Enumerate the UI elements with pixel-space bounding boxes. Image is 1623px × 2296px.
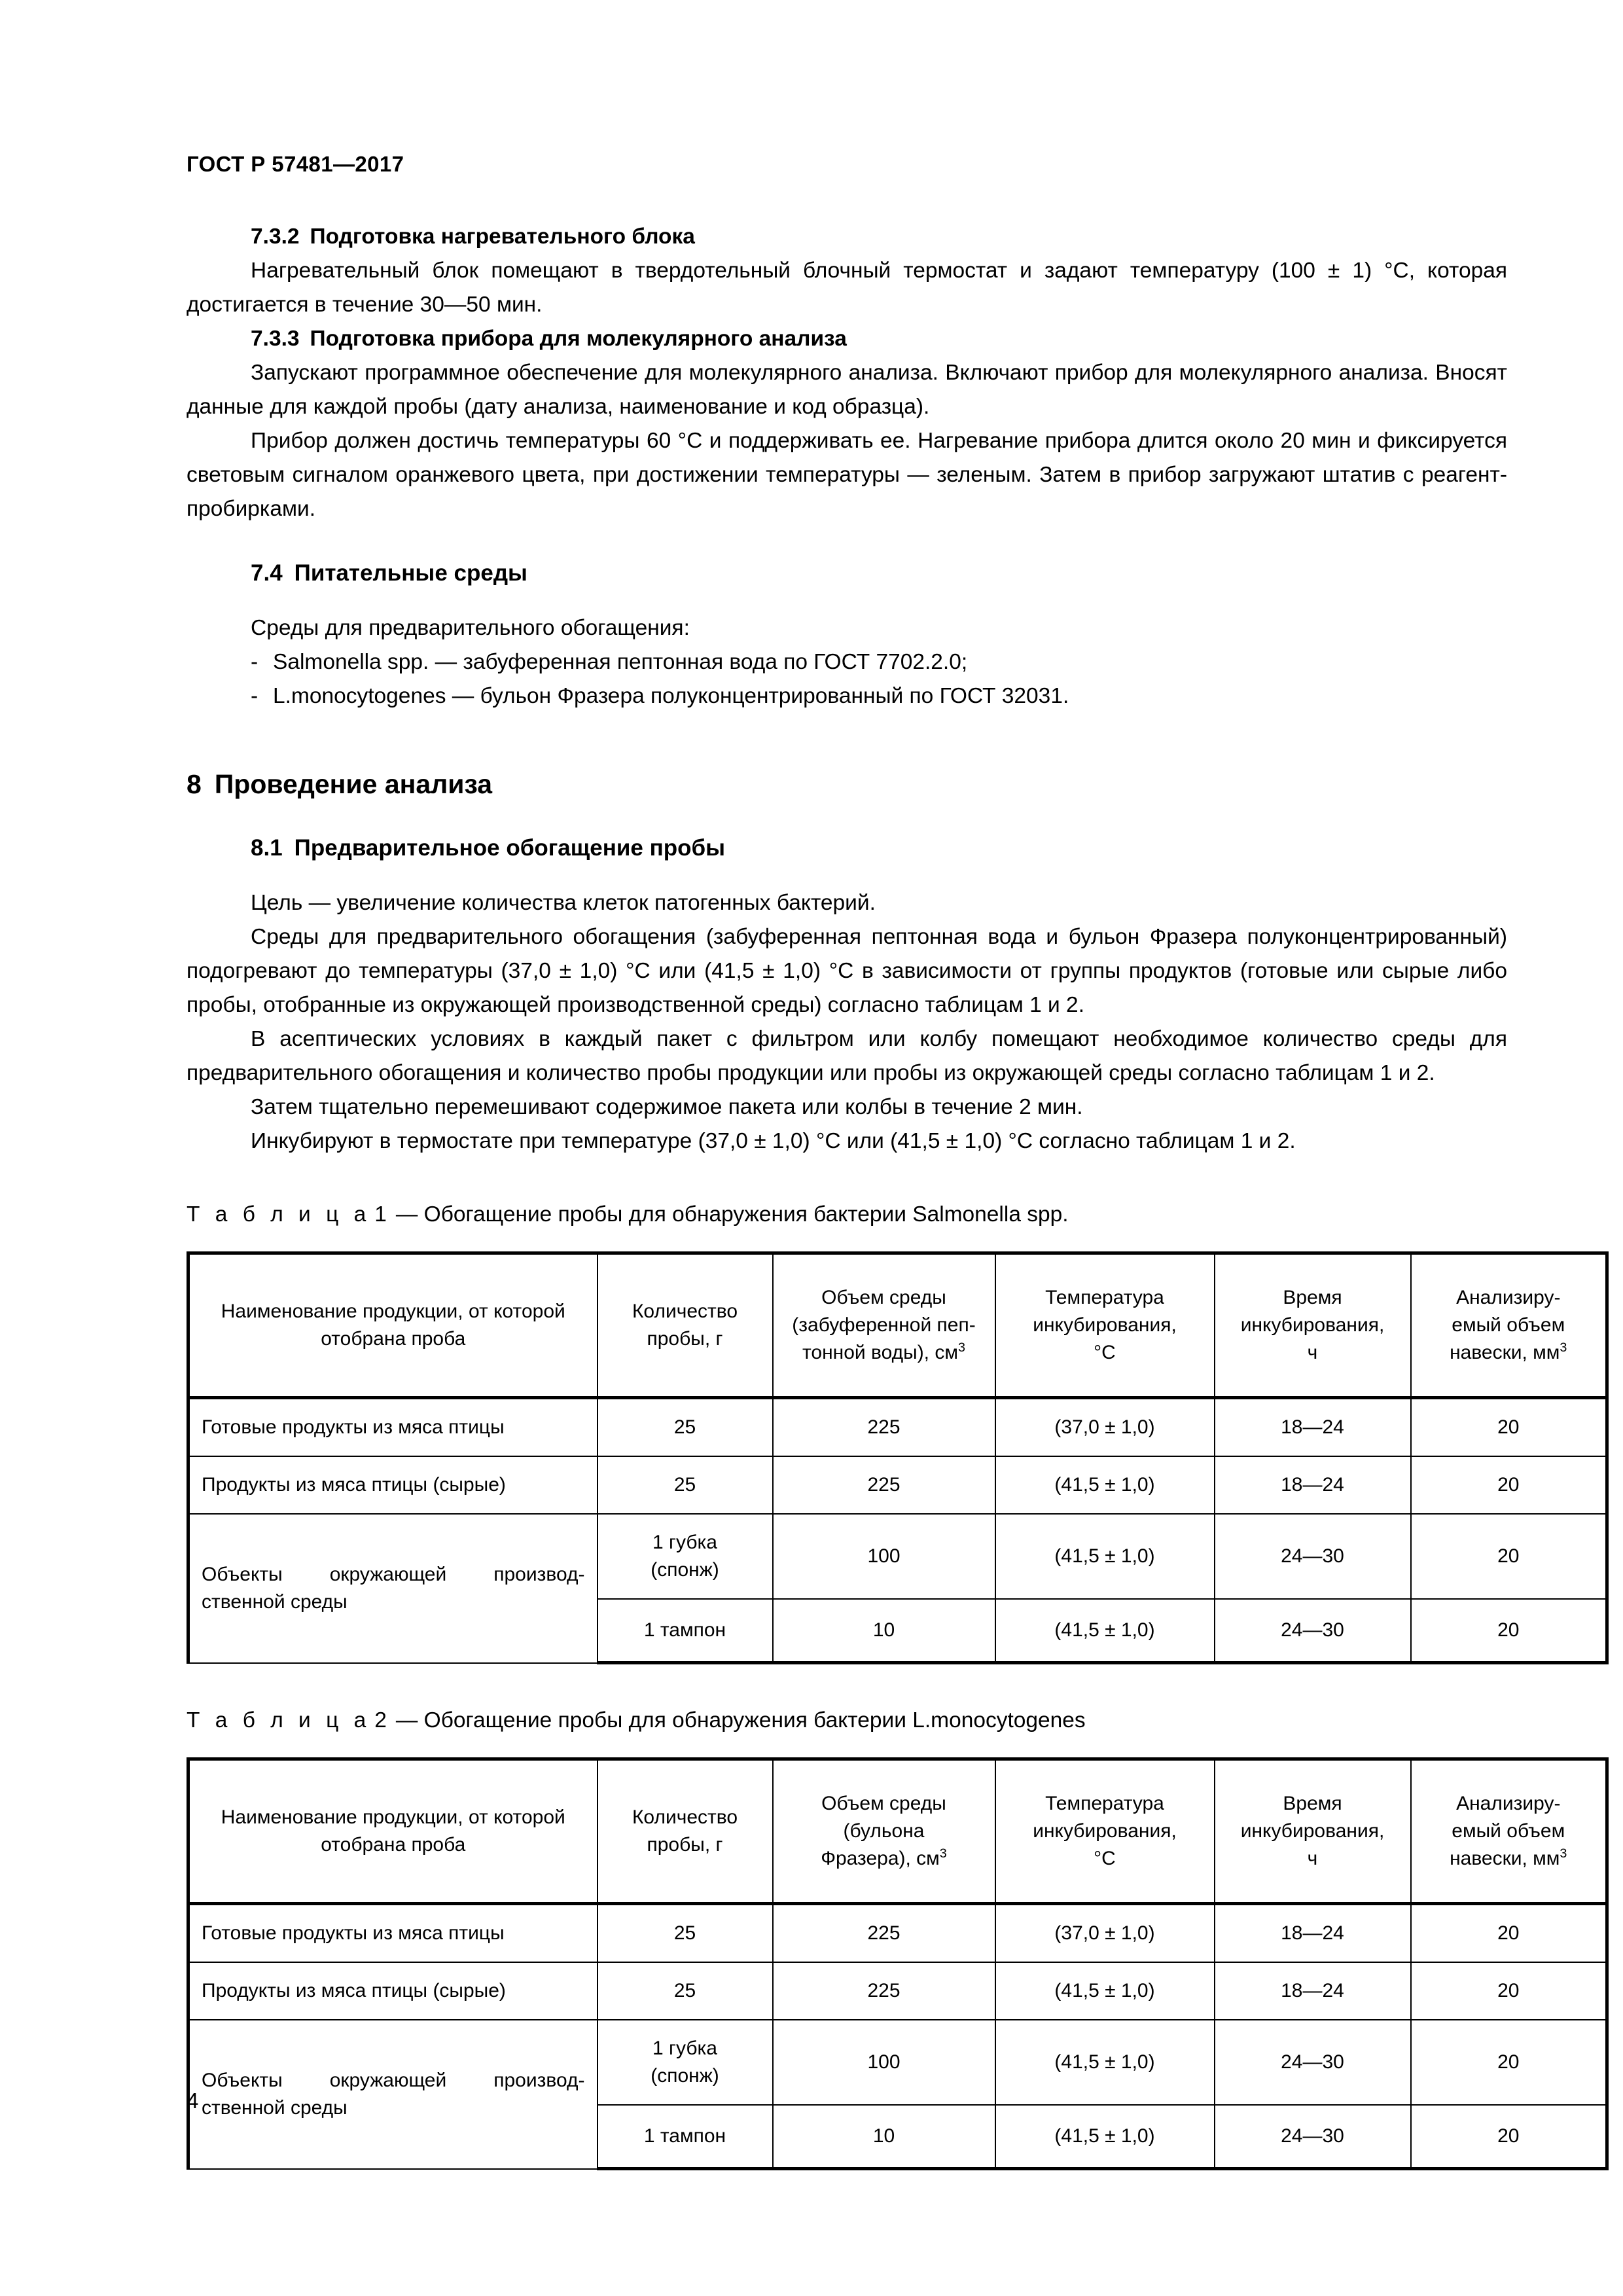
spacer — [187, 590, 1507, 611]
table-2-header-name: Наименование продукции, от которой отобрана проба — [188, 1759, 597, 1904]
paragraph-8-1-2: Среды для предварительного обогащения (забуференная пептонная вода и бульон Фразера полуконцентрированный) подогревают до температуры (37,0 ± 1,0) °С или (41,5 ± 1,0) °С в зависимости от группы продуктов (готовые или сырые либо пробы, отобранные из окружающей производственной среды) согласно таблицам 1 и 2. — [187, 925, 1507, 1017]
hdr-line: ч — [1307, 1342, 1318, 1363]
table-2-r2-name: Продукты из мяса птицы (сырые) — [188, 1962, 597, 2020]
table-1-caption — [187, 1199, 1507, 1230]
table-2-r4-time: 24—30 — [1215, 2105, 1411, 2169]
paragraph-7-3-3-2: Прибор должен достичь температуры 60 °С и поддерживать ее. Нагревание прибора длится около 20 мин и фиксируется световым сигналом оранжевого цвета, при достижении температуры — зеленым. Затем в прибор загружают штатив с реагент-пробирками. — [187, 429, 1507, 521]
table-2-caption-number: 2 — [374, 1708, 387, 1732]
table-2 — [187, 1757, 1609, 2170]
heading-7-3-2-title: Подготовка нагревательного блока — [310, 224, 695, 249]
spacer — [187, 801, 1507, 831]
table-row — [188, 1456, 1607, 1514]
table-1-header-name: Наименование продукции, от которой отобрана проба — [188, 1253, 597, 1398]
table-1-r2-time: 18—24 — [1215, 1456, 1411, 1514]
table-2-caption-label: Т а б л и ц а — [187, 1708, 371, 1732]
dash-bullet-icon: - — [251, 684, 259, 708]
hdr-superscript: 3 — [957, 1340, 965, 1355]
table-1-r1-quantity: 25 — [597, 1398, 773, 1457]
spacer — [187, 713, 1507, 767]
table-row — [188, 1904, 1607, 1963]
spacer — [187, 865, 1507, 886]
heading-7-3-3 — [187, 322, 1507, 356]
heading-8-1-title: Предварительное обогащение пробы — [294, 835, 726, 861]
table-2-r2-time: 18—24 — [1215, 1962, 1411, 2020]
table-1-r1-name: Готовые продукты из мяса птицы — [188, 1398, 597, 1457]
table-2-r1-time: 18—24 — [1215, 1904, 1411, 1963]
table-1-r3-temperature: (41,5 ± 1,0) — [995, 1514, 1215, 1599]
hdr-line: Анализиру- — [1456, 1793, 1561, 1814]
heading-8-number: 8 — [187, 769, 202, 799]
table-1-r4-analyzed: 20 — [1411, 1599, 1607, 1663]
table-1-r4-quantity: 1 тампон — [597, 1599, 773, 1663]
table-2-caption-text: — Обогащение пробы для обнаружения бактерии L.monocytogenes — [395, 1708, 1086, 1732]
list-item-listeria-text: L.monocytogenes — бульон Фразера полуконцентрированный по ГОСТ 32031. — [273, 684, 1069, 708]
table-2-r1-temperature: (37,0 ± 1,0) — [995, 1904, 1215, 1963]
table-1-caption-label: Т а б л и ц а — [187, 1202, 371, 1227]
table-1-r2-volume: 225 — [773, 1456, 995, 1514]
hdr-line: емый объем — [1452, 1820, 1565, 1842]
table-2-header-row — [188, 1759, 1607, 1904]
table-1-header-row — [188, 1253, 1607, 1398]
table-1-r3-name — [188, 1514, 597, 1663]
table-row — [188, 2020, 1607, 2105]
heading-7-3-3-number: 7.3.3 — [251, 327, 300, 351]
hdr-line: инкубирования, — [1240, 1820, 1385, 1842]
hdr-line: пробы, г — [647, 1328, 723, 1350]
hdr-line: °С — [1094, 1848, 1116, 1869]
paragraph-7-3-3-1: Запускают программное обеспечение для молекулярного анализа. Включают прибор для молекулярного анализа. Вносят данные для каждой пробы (дату анализа, наименование и код образца). — [187, 361, 1507, 419]
table-2-header-quantity — [597, 1759, 773, 1904]
table-2-r1-name: Готовые продукты из мяса птицы — [188, 1904, 597, 1963]
hdr-line: Фразера), см — [821, 1848, 940, 1869]
spacer — [187, 526, 1507, 556]
table-1-r1-analyzed: 20 — [1411, 1398, 1607, 1457]
hdr-line: Температура — [1045, 1287, 1164, 1308]
hdr-line: (бульона — [843, 1820, 925, 1842]
hdr-line: тонной воды), см — [802, 1342, 958, 1363]
heading-7-4-title: Питательные среды — [294, 560, 527, 586]
cell-line: ственной среды — [202, 1590, 348, 1613]
table-1-header-temperature — [995, 1253, 1215, 1398]
paragraph-8-1-1: Цель — увеличение количества клеток патогенных бактерий. — [251, 891, 876, 915]
hdr-line: Количество — [632, 1806, 738, 1828]
table-1-r1-temperature: (37,0 ± 1,0) — [995, 1398, 1215, 1457]
table-2-r3-volume: 100 — [773, 2020, 995, 2105]
table-1-header-quantity — [597, 1253, 773, 1398]
heading-8-1 — [187, 831, 1507, 865]
table-2-r2-quantity: 25 — [597, 1962, 773, 2020]
table-2-header-temperature — [995, 1759, 1215, 1904]
heading-8-title: Проведение анализа — [214, 769, 493, 799]
hdr-line: инкубирования, — [1033, 1314, 1177, 1336]
table-2-r1-analyzed: 20 — [1411, 1904, 1607, 1963]
hdr-superscript: 3 — [939, 1846, 947, 1861]
heading-7-3-2-number: 7.3.2 — [251, 224, 300, 249]
table-1-r2-temperature: (41,5 ± 1,0) — [995, 1456, 1215, 1514]
table-2-r4-analyzed: 20 — [1411, 2105, 1607, 2169]
table-1-header-analyzed — [1411, 1253, 1607, 1398]
spacer — [187, 1664, 1507, 1705]
table-2-header-time — [1215, 1759, 1411, 1904]
spacer — [187, 1736, 1507, 1757]
cell-line: Объекты окружающей производ- — [202, 2069, 585, 2091]
table-1-caption-number: 1 — [374, 1202, 387, 1227]
table-2-r3-temperature: (41,5 ± 1,0) — [995, 2020, 1215, 2105]
text-column — [187, 220, 1567, 2170]
table-1-r4-time: 24—30 — [1215, 1599, 1411, 1663]
cell-line: (спонж) — [651, 2065, 719, 2087]
hdr-line: навески, мм — [1450, 1342, 1560, 1363]
paragraph-8-1-3: В асептических условиях в каждый пакет с фильтром или колбу помещают необходимое количество среды для предварительного обогащения и количество пробы продукции или пробы из окружающей среды согласно таблицам 1 и 2. — [187, 1027, 1507, 1085]
table-1-r4-temperature: (41,5 ± 1,0) — [995, 1599, 1215, 1663]
table-2-r3-analyzed: 20 — [1411, 2020, 1607, 2105]
table-1-header-volume — [773, 1253, 995, 1398]
heading-7-4-number: 7.4 — [251, 560, 283, 586]
heading-8-1-number: 8.1 — [251, 835, 283, 861]
paragraph-8-1-5: Инкубируют в термостате при температуре (37,0 ± 1,0) °С или (41,5 ± 1,0) °С согласно таблицам 1 и 2. — [251, 1129, 1296, 1153]
table-1-r2-name: Продукты из мяса птицы (сырые) — [188, 1456, 597, 1514]
table-2-r3-name — [188, 2020, 597, 2169]
hdr-line: инкубирования, — [1033, 1820, 1177, 1842]
dash-bullet-icon: - — [251, 650, 259, 674]
table-2-header-volume — [773, 1759, 995, 1904]
table-1-r2-analyzed: 20 — [1411, 1456, 1607, 1514]
heading-7-4 — [187, 556, 1507, 590]
table-1-r3-time: 24—30 — [1215, 1514, 1411, 1599]
table-row — [188, 1962, 1607, 2020]
hdr-line: емый объем — [1452, 1314, 1565, 1336]
table-2-r1-volume: 225 — [773, 1904, 995, 1963]
table-2-r1-quantity: 25 — [597, 1904, 773, 1963]
table-1-r3-analyzed: 20 — [1411, 1514, 1607, 1599]
heading-7-3-2 — [187, 220, 1507, 254]
cell-line: 1 губка — [652, 2037, 717, 2059]
table-2-r2-temperature: (41,5 ± 1,0) — [995, 1962, 1215, 2020]
hdr-line: (забуференной пеп- — [792, 1314, 976, 1336]
table-1-r3-quantity — [597, 1514, 773, 1599]
table-2-r3-quantity — [597, 2020, 773, 2105]
table-1-r3-volume: 100 — [773, 1514, 995, 1599]
table-2-r4-volume: 10 — [773, 2105, 995, 2169]
hdr-line: ч — [1307, 1848, 1318, 1869]
hdr-line: Объем среды — [821, 1793, 946, 1814]
list-item-salmonella-text: Salmonella spp. — забуференная пептонная вода по ГОСТ 7702.2.0; — [273, 650, 968, 674]
table-row — [188, 1398, 1607, 1457]
table-2-r2-analyzed: 20 — [1411, 1962, 1607, 2020]
page-number: 4 — [187, 2089, 199, 2113]
table-2-caption — [187, 1705, 1507, 1736]
spacer — [187, 1158, 1507, 1199]
hdr-line: Анализиру- — [1456, 1287, 1561, 1308]
table-1 — [187, 1251, 1609, 1664]
table-2-r4-quantity: 1 тампон — [597, 2105, 773, 2169]
hdr-line: Количество — [632, 1300, 738, 1322]
list-item-listeria — [251, 679, 1507, 713]
cell-line: (спонж) — [651, 1559, 719, 1581]
table-2-header-analyzed — [1411, 1759, 1607, 1904]
hdr-superscript: 3 — [1560, 1846, 1567, 1861]
hdr-line: Объем среды — [821, 1287, 946, 1308]
cell-line: Объекты окружающей производ- — [202, 1563, 585, 1585]
list-item-salmonella — [251, 645, 1507, 679]
hdr-line: инкубирования, — [1240, 1314, 1385, 1336]
cell-line: 1 губка — [652, 1532, 717, 1553]
hdr-line: °С — [1094, 1342, 1116, 1363]
heading-7-3-3-title: Подготовка прибора для молекулярного анализа — [310, 327, 847, 351]
hdr-line: пробы, г — [647, 1834, 723, 1856]
table-2-r3-time: 24—30 — [1215, 2020, 1411, 2105]
running-head: ГОСТ Р 57481—2017 — [187, 152, 404, 176]
table-2-r4-temperature: (41,5 ± 1,0) — [995, 2105, 1215, 2169]
spacer — [187, 1230, 1507, 1251]
hdr-line: навески, мм — [1450, 1848, 1560, 1869]
hdr-line: Температура — [1045, 1793, 1164, 1814]
paragraph-8-1-4: Затем тщательно перемешивают содержимое пакета или колбы в течение 2 мин. — [251, 1095, 1083, 1119]
table-row — [188, 1514, 1607, 1599]
table-1-header-time — [1215, 1253, 1411, 1398]
paragraph-7-3-2-1: Нагревательный блок помещают в твердотельный блочный термостат и задают температуру (100 ± 1) °С, которая достигается в течение 30—50 мин. — [187, 259, 1507, 317]
heading-8 — [187, 767, 1507, 801]
table-1-caption-text: — Обогащение пробы для обнаружения бактерии Salmonella spp. — [395, 1202, 1069, 1227]
paragraph-7-4-intro: Среды для предварительного обогащения: — [251, 616, 690, 640]
table-2-r2-volume: 225 — [773, 1962, 995, 2020]
table-1-r1-time: 18—24 — [1215, 1398, 1411, 1457]
table-1-r4-volume: 10 — [773, 1599, 995, 1663]
cell-line: ственной среды — [202, 2096, 348, 2119]
table-1-r2-quantity: 25 — [597, 1456, 773, 1514]
hdr-line: Время — [1283, 1287, 1342, 1308]
hdr-line: Время — [1283, 1793, 1342, 1814]
hdr-superscript: 3 — [1560, 1340, 1567, 1355]
table-1-r1-volume: 225 — [773, 1398, 995, 1457]
